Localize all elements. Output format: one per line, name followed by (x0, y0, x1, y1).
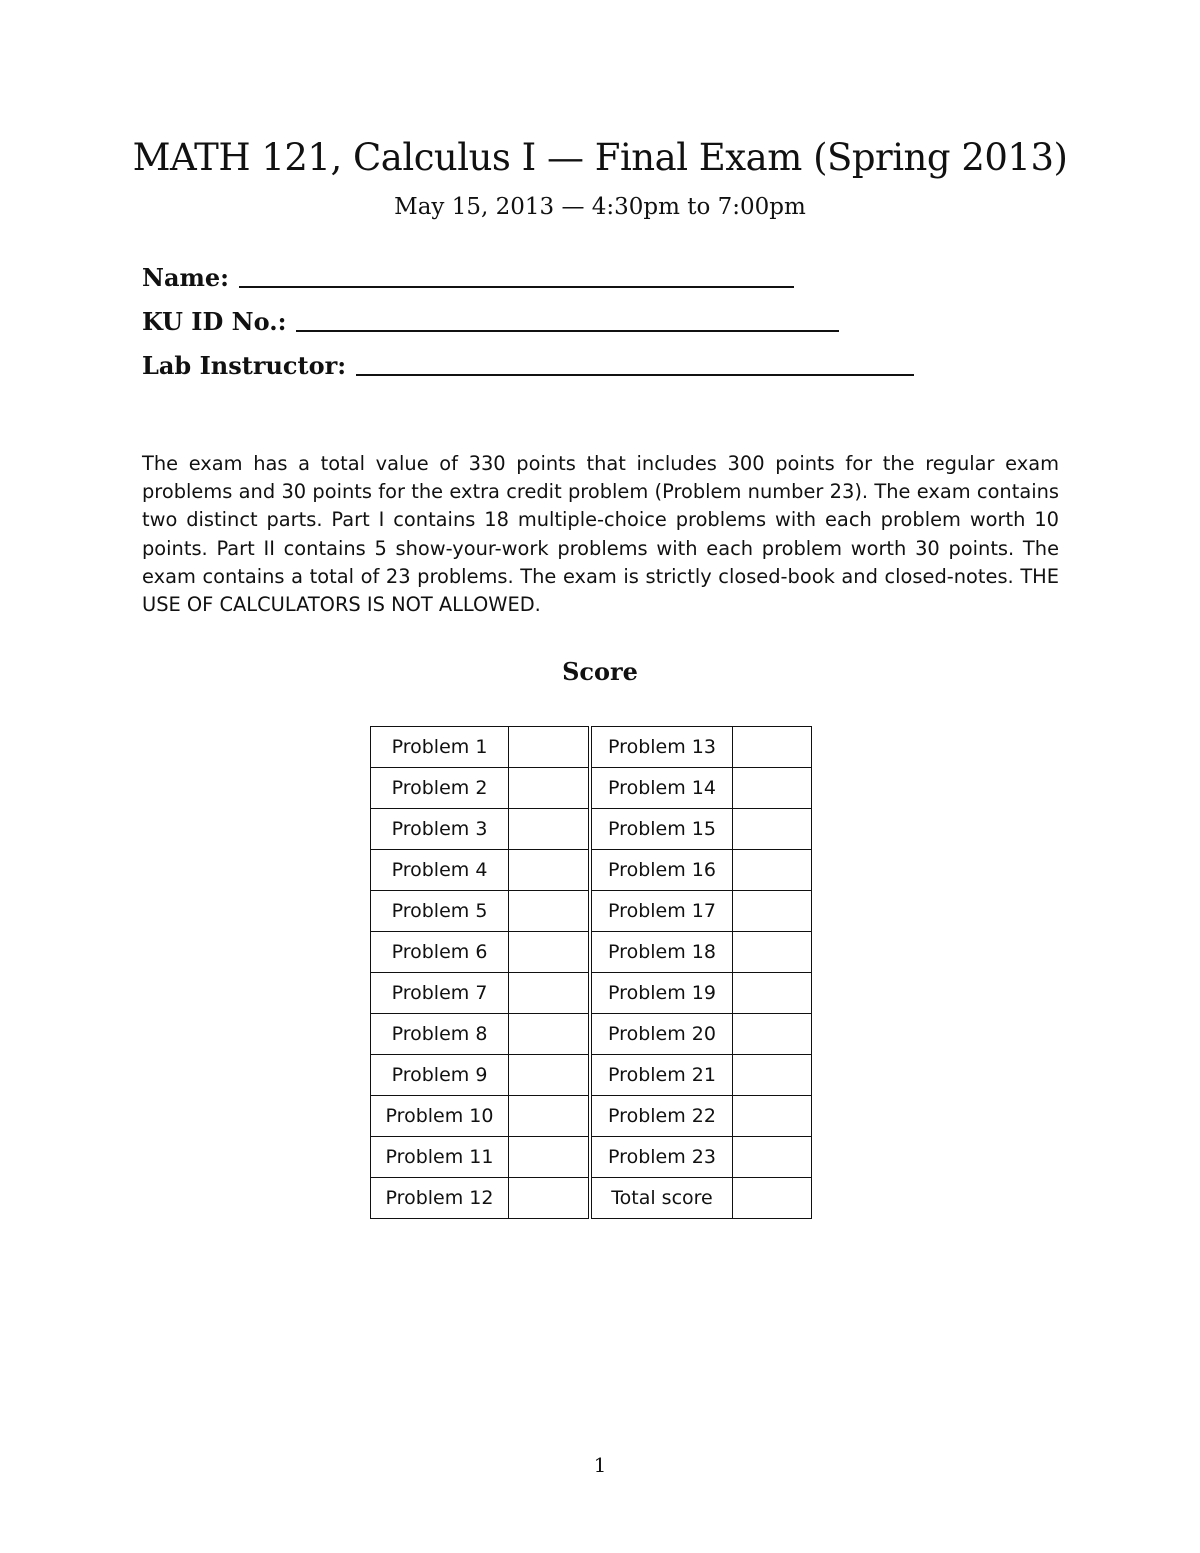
score-table-row (371, 809, 812, 850)
score-problem-label: Problem 5 (371, 891, 509, 932)
lab-instructor-field[interactable] (142, 346, 914, 380)
score-entry-cell[interactable] (733, 891, 812, 932)
score-entry-cell[interactable] (509, 1137, 591, 1178)
score-table-row (371, 891, 812, 932)
score-table-row (371, 727, 812, 768)
name-label: Name: (142, 263, 230, 292)
score-problem-label: Problem 9 (371, 1055, 509, 1096)
lab-instructor-label: Lab Instructor: (142, 351, 347, 380)
exam-date-time: May 15, 2013 — 4:30pm to 7:00pm (394, 194, 806, 220)
score-table-row (371, 1014, 812, 1055)
score-table (370, 726, 812, 1219)
score-problem-label: Problem 15 (590, 809, 733, 850)
score-entry-cell[interactable] (509, 768, 591, 809)
score-problem-label: Problem 18 (590, 932, 733, 973)
score-problem-label: Problem 2 (371, 768, 509, 809)
score-problem-label: Problem 16 (590, 850, 733, 891)
score-problem-label: Problem 4 (371, 850, 509, 891)
score-problem-label: Problem 14 (590, 768, 733, 809)
score-table-row (371, 1178, 812, 1219)
score-table-row (371, 973, 812, 1014)
score-entry-cell[interactable] (509, 1055, 591, 1096)
page-number: 1 (593, 1453, 607, 1477)
score-problem-label: Problem 8 (371, 1014, 509, 1055)
score-problem-label: Problem 23 (590, 1137, 733, 1178)
score-problem-label: Problem 3 (371, 809, 509, 850)
score-table-row (371, 1137, 812, 1178)
score-table-row (371, 1055, 812, 1096)
score-entry-cell[interactable] (733, 727, 812, 768)
score-entry-cell[interactable] (733, 932, 812, 973)
score-problem-label: Problem 12 (371, 1178, 509, 1219)
score-entry-cell[interactable] (509, 891, 591, 932)
score-table-row (371, 768, 812, 809)
score-table-row (371, 850, 812, 891)
score-problem-label: Problem 7 (371, 973, 509, 1014)
ku-id-label: KU ID No.: (142, 307, 287, 336)
score-entry-cell[interactable] (509, 809, 591, 850)
ku-id-blank-line[interactable] (296, 329, 839, 332)
score-heading: Score (562, 657, 638, 686)
score-entry-cell[interactable] (733, 1096, 812, 1137)
score-problem-label: Problem 1 (371, 727, 509, 768)
score-entry-cell[interactable] (733, 1014, 812, 1055)
score-entry-cell[interactable] (733, 973, 812, 1014)
score-problem-label: Problem 22 (590, 1096, 733, 1137)
score-entry-cell[interactable] (733, 1178, 812, 1219)
score-entry-cell[interactable] (509, 727, 591, 768)
exam-instructions: The exam has a total value of 330 points that includes 300 points for the regular exam problems and 30 points for the extra credit problem (Problem number 23). The exam contains two distinct parts. Part I contains 18 multiple-choice problems with each problem worth 10 points. Part II contains 5 show-your-work problems with each problem worth 30 points. The exam contains a total of 23 problems. The exam is strictly closed-book and closed-notes. THE USE OF CALCULATORS IS NOT ALLOWED. (142, 452, 1059, 617)
score-problem-label: Problem 21 (590, 1055, 733, 1096)
score-entry-cell[interactable] (733, 1137, 812, 1178)
lab-instructor-blank-line[interactable] (356, 373, 914, 376)
score-table-row (371, 932, 812, 973)
score-problem-label: Problem 10 (371, 1096, 509, 1137)
score-problem-label: Problem 11 (371, 1137, 509, 1178)
score-entry-cell[interactable] (733, 1055, 812, 1096)
score-entry-cell[interactable] (509, 932, 591, 973)
score-entry-cell[interactable] (733, 809, 812, 850)
score-entry-cell[interactable] (733, 850, 812, 891)
score-entry-cell[interactable] (509, 850, 591, 891)
score-problem-label: Problem 20 (590, 1014, 733, 1055)
score-table-row (371, 1096, 812, 1137)
score-entry-cell[interactable] (509, 1178, 591, 1219)
score-entry-cell[interactable] (509, 1014, 591, 1055)
score-problem-label: Total score (590, 1178, 733, 1219)
score-problem-label: Problem 6 (371, 932, 509, 973)
score-problem-label: Problem 17 (590, 891, 733, 932)
exam-title: MATH 121, Calculus I — Final Exam (Spring 2013) (132, 136, 1068, 179)
name-blank-line[interactable] (239, 285, 794, 288)
name-field[interactable] (142, 258, 794, 292)
score-entry-cell[interactable] (509, 973, 591, 1014)
score-entry-cell[interactable] (733, 768, 812, 809)
ku-id-field[interactable] (142, 302, 839, 336)
score-entry-cell[interactable] (509, 1096, 591, 1137)
score-problem-label: Problem 13 (590, 727, 733, 768)
score-problem-label: Problem 19 (590, 973, 733, 1014)
